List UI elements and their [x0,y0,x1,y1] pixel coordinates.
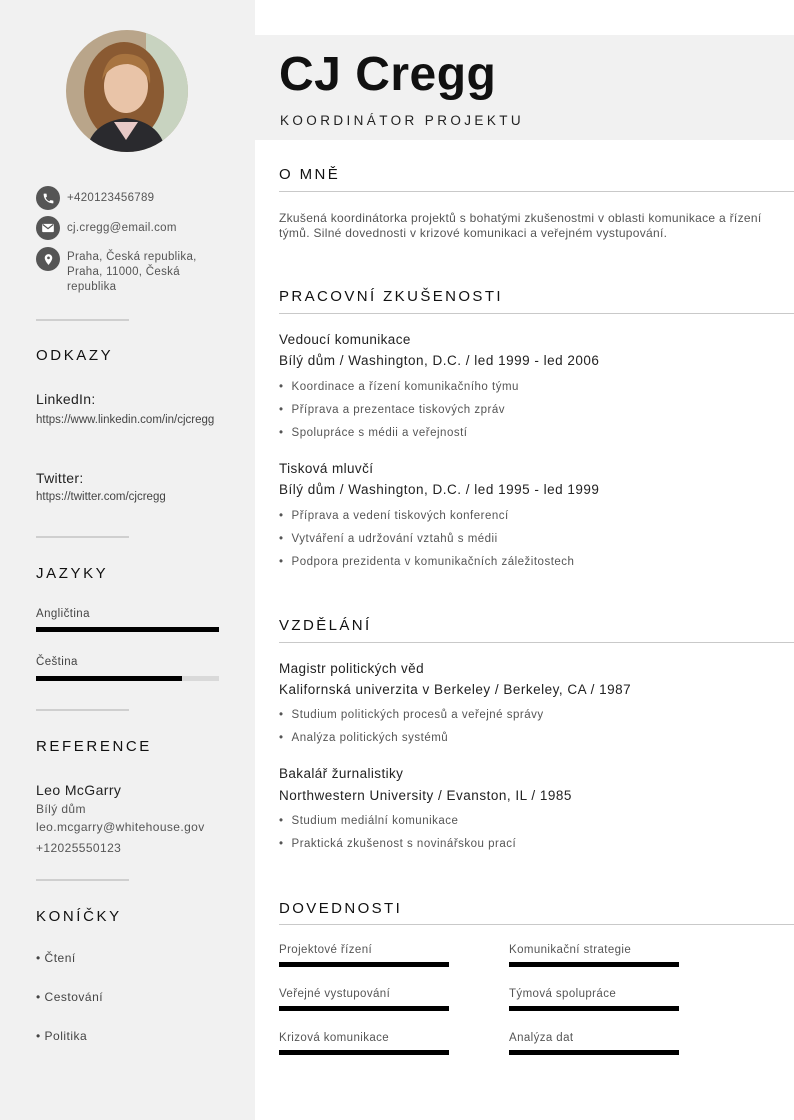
job-bullet: • Příprava a prezentace tiskových zpráv [279,404,505,416]
reference-company: Bílý dům [36,802,86,816]
degree-bullet: • Praktická zkušenost s novinářskou prací [279,838,516,850]
degree-bullet: • Studium politických procesů a veřejné správy [279,709,544,721]
address-text: Praha, Česká republika, Praha, 11000, Česká republika [67,251,197,293]
hobby-item: • Cestování [36,990,104,1004]
location-pin-icon [36,247,60,271]
language-level-bar [36,676,219,681]
skill-level-fill [279,962,449,967]
about-text: Zkušená koordinátorka projektů s bohatými zkušenostmi v oblasti komunikace a řízení týmů. Silné dovednosti v krizové komunikaci a veřejném vystupování. [279,211,762,240]
section-divider [279,924,794,925]
job-bullet: • Příprava a vedení tiskových konferencí [279,510,509,522]
phone-icon [36,186,60,210]
degree-bullet: • Analýza politických systémů [279,732,448,744]
skill-level-bar [509,1050,679,1055]
skill-level-fill [279,1006,449,1011]
twitter-link[interactable]: https://twitter.com/cjcregg [36,491,166,503]
skill-name: Krizová komunikace [279,1032,390,1044]
job-bullet: • Spolupráce s médii a veřejností [279,427,467,439]
skills-heading: DOVEDNOSTI [279,900,403,917]
reference-email: leo.mcgarry@whitehouse.gov [36,820,205,834]
skill-level-fill [509,1006,679,1011]
language-level-fill [36,627,219,632]
skill-name: Veřejné vystupování [279,988,391,1000]
main-content [255,0,794,1120]
skill-level-bar [509,962,679,967]
language-level-bar [36,627,219,632]
skill-level-fill [279,1050,449,1055]
avatar [66,30,188,152]
skill-level-fill [509,962,679,967]
reference-name: Leo McGarry [36,782,122,798]
person-name: CJ Cregg [279,48,497,101]
sidebar-divider [36,319,129,321]
header [255,35,794,140]
job-position: Vedoucí komunikace [279,332,411,347]
reference-phone: +12025550123 [36,841,122,855]
hobbies-heading: KONÍČKY [36,908,122,925]
degree-details: Kalifornská univerzita v Berkeley / Berkeley, CA / 1987 [279,682,632,697]
skill-level-bar [279,1006,449,1011]
education-heading: VZDĚLÁNÍ [279,617,372,634]
section-divider [279,191,794,192]
sidebar-divider [36,879,129,881]
envelope-icon [36,216,60,240]
language-name: Angličtina [36,608,90,620]
language-name: Čeština [36,656,78,668]
contact-phone [36,186,236,210]
phone-text: +420123456789 [67,192,155,204]
sidebar-divider [36,536,129,538]
job-details: Bílý dům / Washington, D.C. / led 1995 - led 1999 [279,482,600,497]
job-bullet: • Vytváření a udržování vztahů s médii [279,533,498,545]
job-bullet: • Podpora prezidenta v komunikačních záležitostech [279,556,574,568]
languages-heading: JAZYKY [36,565,109,582]
sidebar [0,0,255,1120]
linkedin-link[interactable]: https://www.linkedin.com/in/cjcregg [36,414,215,426]
links-heading: ODKAZY [36,347,114,364]
degree-title: Magistr politických věd [279,661,424,676]
skill-level-bar [279,1050,449,1055]
reference-heading: REFERENCE [36,738,152,755]
language-level-fill [36,676,182,681]
hobby-item: • Politika [36,1029,88,1043]
skill-name: Analýza dat [509,1032,574,1044]
skill-name: Projektové řízení [279,944,373,956]
skill-name: Týmová spolupráce [509,988,617,1000]
degree-details: Northwestern University / Evanston, IL / 1985 [279,788,572,803]
skill-level-fill [509,1050,679,1055]
section-divider [279,642,794,643]
sidebar-divider [36,709,129,711]
skill-level-bar [279,962,449,967]
degree-bullet: • Studium mediální komunikace [279,815,458,827]
job-title: KOORDINÁTOR PROJEKTU [280,113,525,128]
skill-name: Komunikační strategie [509,944,632,956]
section-divider [279,313,794,314]
twitter-label: Twitter: [36,470,84,486]
linkedin-label: LinkedIn: [36,391,96,407]
job-bullet: • Koordinace a řízení komunikačního týmu [279,381,519,393]
experience-heading: PRACOVNÍ ZKUŠENOSTI [279,288,503,305]
about-heading: O MNĚ [279,166,341,183]
degree-title: Bakalář žurnalistiky [279,766,404,781]
contact-address [36,247,236,295]
job-details: Bílý dům / Washington, D.C. / led 1999 - led 2006 [279,353,600,368]
contact-email [36,216,236,240]
hobby-item: • Čtení [36,951,76,965]
job-position: Tisková mluvčí [279,461,374,476]
email-text: cj.cregg@email.com [67,222,177,234]
skill-level-bar [509,1006,679,1011]
